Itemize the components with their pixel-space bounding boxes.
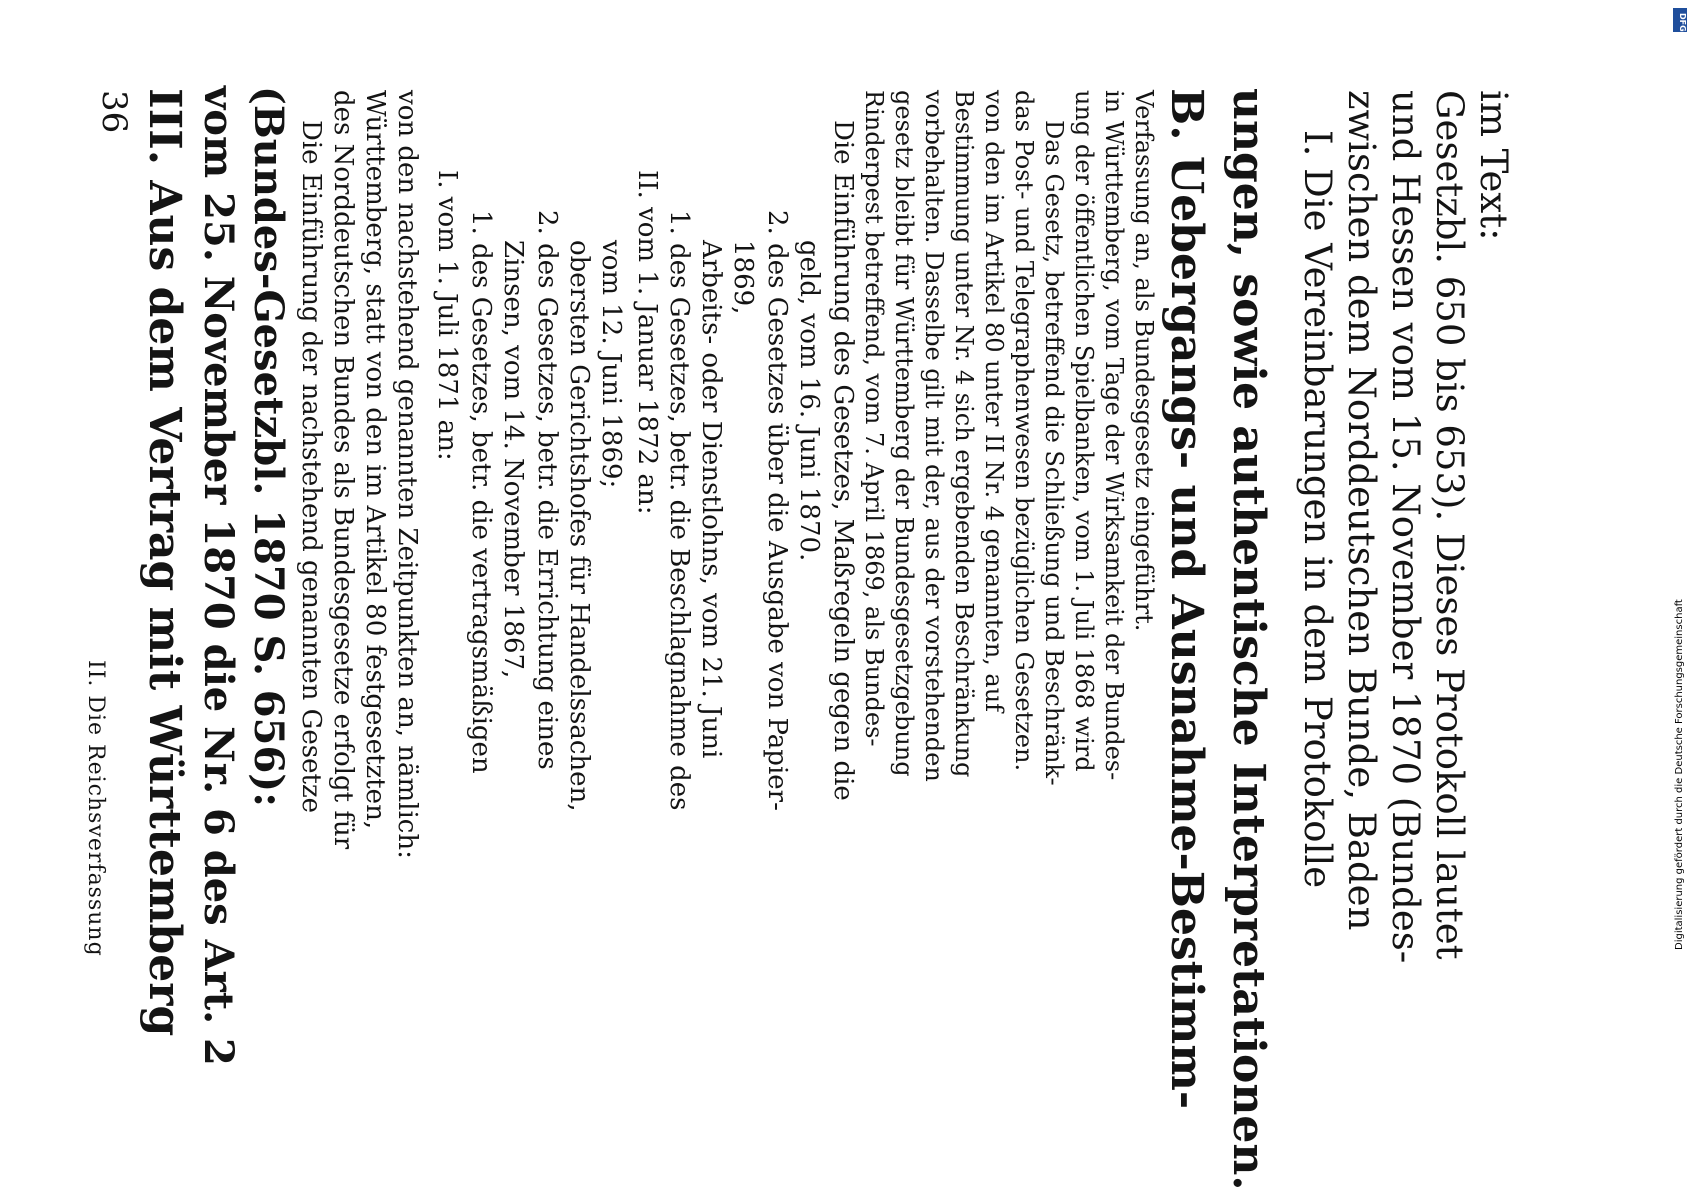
dfg-logo-label: DFG bbox=[1678, 13, 1687, 32]
intro-line-1: Die Einführung der nachstehend genannten Gesetze bbox=[296, 120, 326, 814]
closing-line-9: ung der öffentlichen Spielbanken, vom 1. Juli 1868 wird bbox=[1070, 90, 1098, 772]
item-line-3: Zinsen, vom 14. November 1867, bbox=[498, 240, 528, 679]
closing-line-7: das Post- und Telegraphenwesen bezüglichen Gesetzen. bbox=[1010, 90, 1038, 772]
item-line-5: obersten Gerichtshofes für Handelssachen, bbox=[564, 240, 594, 812]
closing-line-4: vorbehalten. Dasselbe gilt mit der, aus der vorstehenden bbox=[920, 90, 948, 782]
closing-line-5: Bestimmung unter Nr. 4 sich ergebenden Beschränkung bbox=[950, 90, 978, 778]
item-line-7: II. vom 1. Januar 1872 an: bbox=[632, 170, 662, 515]
item-line-2: 1. des Gesetzes, betr. die vertragsmäßigen bbox=[466, 210, 496, 774]
dfg-logo bbox=[1673, 8, 1687, 32]
section-b-para-line-3: und Hessen vom 15. November 1870 (Bundes- bbox=[1384, 90, 1427, 964]
intro-line-3: Württemberg, statt von den im Artikel 80 festgesetzten, bbox=[360, 90, 390, 830]
item-line-10: 1869, bbox=[728, 240, 758, 315]
item-line-6: vom 12. Juni 1869; bbox=[596, 240, 626, 489]
item-line-4: 2. des Gesetzes, betr. die Errichtung eines bbox=[532, 210, 562, 770]
digitization-credit-text: Digitalisierung gefördert durch die Deutsche Forschungsgemeinschaft bbox=[1674, 599, 1685, 950]
section-b-para-line-5: im Text: bbox=[1472, 90, 1515, 241]
running-head: II. Die Reichsverfassung bbox=[83, 660, 108, 957]
section-iii-title-line-2: vom 25. November 1870 die Nr. 6 des Art. 2 bbox=[195, 86, 242, 1066]
section-b-para-line-4: Gesetzbl. 650 bis 653). Dieses Protokoll lautet bbox=[1428, 90, 1471, 960]
item-line-12: geld, vom 16. Juni 1870. bbox=[794, 240, 824, 562]
section-iii-title-line-1: III. Aus dem Vertrag mit Württemberg bbox=[139, 88, 190, 1037]
closing-line-2: Rinderpest betreffend, vom 7. April 1869, als Bundes- bbox=[860, 90, 888, 747]
closing-line-10: in Württemberg, vom Tage der Wirksamkeit der Bundes- bbox=[1100, 90, 1128, 781]
item-line-11: 2. des Gesetzes über die Ausgabe von Papier- bbox=[762, 210, 792, 811]
closing-line-11: Verfassung an, als Bundesgesetz eingeführt. bbox=[1130, 90, 1158, 632]
item-line-1: I. vom 1. Juli 1871 an: bbox=[432, 170, 462, 461]
section-b-para-line-2: zwischen dem Norddeutschen Bunde, Baden bbox=[1340, 90, 1383, 931]
closing-line-1: Die Einführung des Gesetzes, Maßregeln gegen die bbox=[828, 120, 858, 801]
page-number: 36 bbox=[94, 90, 134, 134]
closing-line-6: von den im Artikel 80 unter II Nr. 4 genannten, auf bbox=[980, 90, 1008, 713]
item-line-9: Arbeits- oder Dienstlohns, vom 21. Juni bbox=[696, 240, 726, 759]
intro-line-2: des Norddeutschen Bundes als Bundesgesetze erfolgt für bbox=[328, 90, 358, 850]
digitization-credit bbox=[1669, 70, 1691, 950]
item-line-8: 1. des Gesetzes, betr. die Beschlagnahme des bbox=[664, 210, 694, 811]
closing-line-8: Das Gesetz, betreffend die Schließung und Beschränk- bbox=[1040, 120, 1068, 786]
section-b-heading-line-2: ungen, sowie authentische Interpretationen. bbox=[1223, 88, 1274, 1191]
section-b-heading-line-1: B. Uebergangs- und Ausnahme-Bestimm- bbox=[1161, 88, 1212, 1110]
closing-line-3: gesetz bleibt für Württemberg der Bundesgesetzgebung bbox=[890, 90, 918, 777]
section-iii-title-line-3: (Bundes-Gesetzbl. 1870 S. 656): bbox=[245, 86, 292, 807]
section-b-para-line-1: I. Die Vereinbarungen in dem Protokolle bbox=[1296, 130, 1339, 889]
intro-line-4: von den nachstehend genannten Zeitpunkten an, nämlich: bbox=[392, 90, 422, 859]
